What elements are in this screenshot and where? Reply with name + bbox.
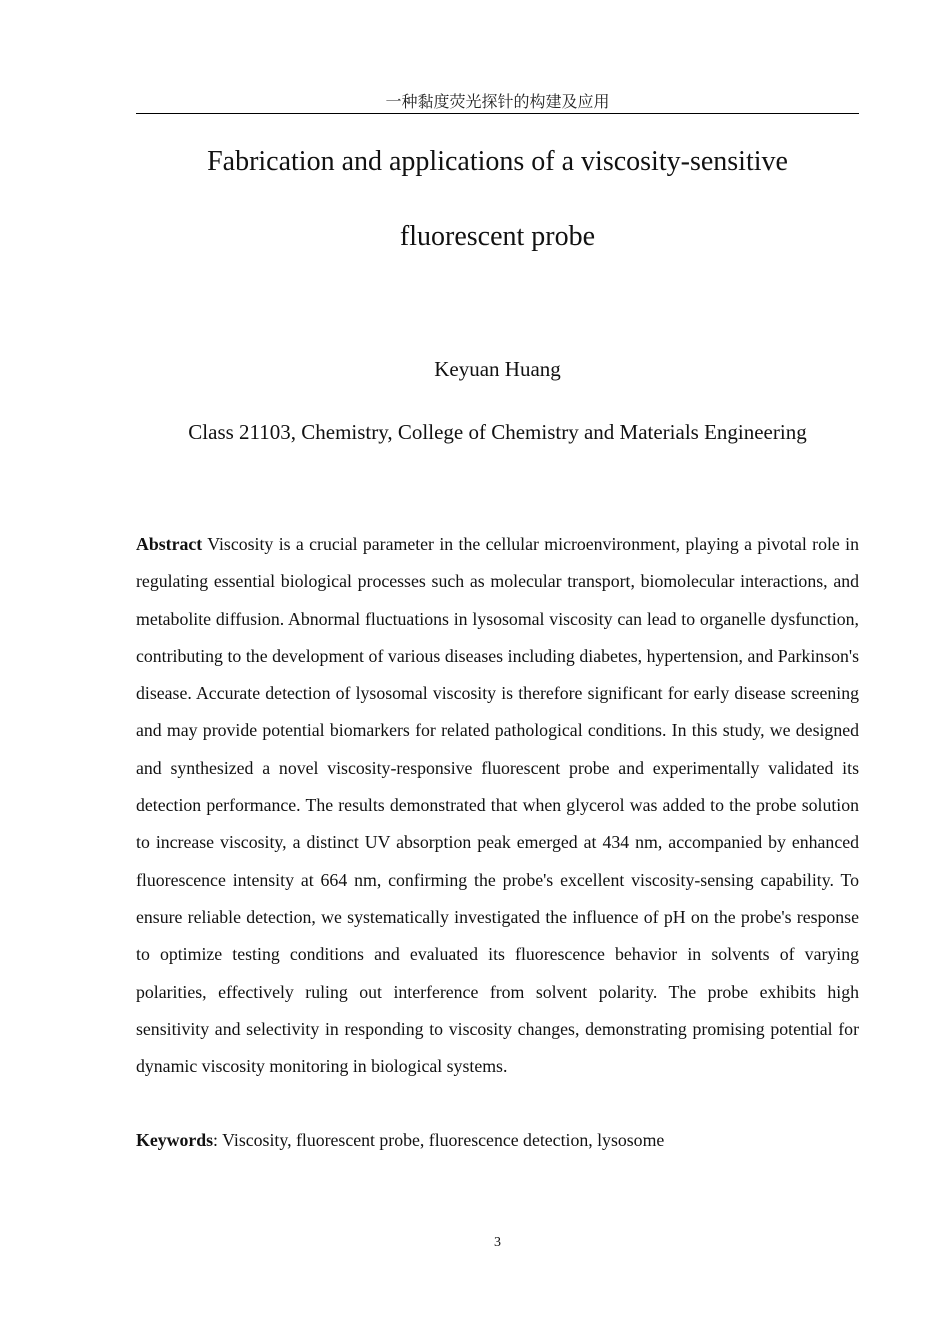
header-divider	[136, 113, 859, 114]
abstract-paragraph	[136, 526, 859, 1085]
keywords-separator: :	[213, 1130, 218, 1150]
paper-title-line-2: fluorescent probe	[399, 221, 596, 252]
author-affiliation: Class 21103, Chemistry, College of Chemistry and Materials Engineering	[188, 420, 807, 444]
keywords-paragraph	[136, 1126, 859, 1154]
paper-title	[136, 143, 859, 293]
keywords-text: Viscosity, fluorescent probe, fluorescence detection, lysosome	[218, 1130, 665, 1150]
running-header: 一种黏度荧光探针的构建及应用	[385, 92, 610, 111]
abstract-label: Abstract	[136, 534, 203, 554]
author-name: Keyuan Huang	[434, 357, 561, 381]
keywords-label: Keywords	[136, 1130, 214, 1150]
paper-title-line-1: Fabrication and applications of a viscosity-sensitive	[207, 146, 788, 177]
abstract-text: Viscosity is a crucial parameter in the cellular microenvironment, playing a pivotal role in regulating essential biological processes such as molecular transport, biomolecular interactions, and metabolite diffusion. Abnormal fluctuations in lysosomal viscosity can lead to organelle dysfunction, contributing to the development of various diseases including diabetes, hypertension, and Parkinson's disease. Accurate detection of lysosomal viscosity is therefore significant for early disease screening and may provide potential biomarkers for related pathological conditions. In this study, we designed and synthesized a novel viscosity-responsive fluorescent probe and experimentally validated its detection performance. The results demonstrated that when glycerol was added to the probe solution to increase viscosity, a distinct UV absorption peak emerged at 434 nm, accompanied by enhanced fluorescence intensity at 664 nm, confirming the probe's excellent viscosity-sensing capability. To ensure reliable detection, we systematically investigated the influence of pH on the probe's response to optimize testing conditions and evaluated its fluorescence behavior in solvents of varying polarities, effectively ruling out interference from solvent polarity. The probe exhibits high sensitivity and selectivity in responding to viscosity changes, demonstrating promising potential for dynamic viscosity monitoring in biological systems.	[136, 534, 859, 1077]
page-number: 3	[494, 1235, 501, 1250]
